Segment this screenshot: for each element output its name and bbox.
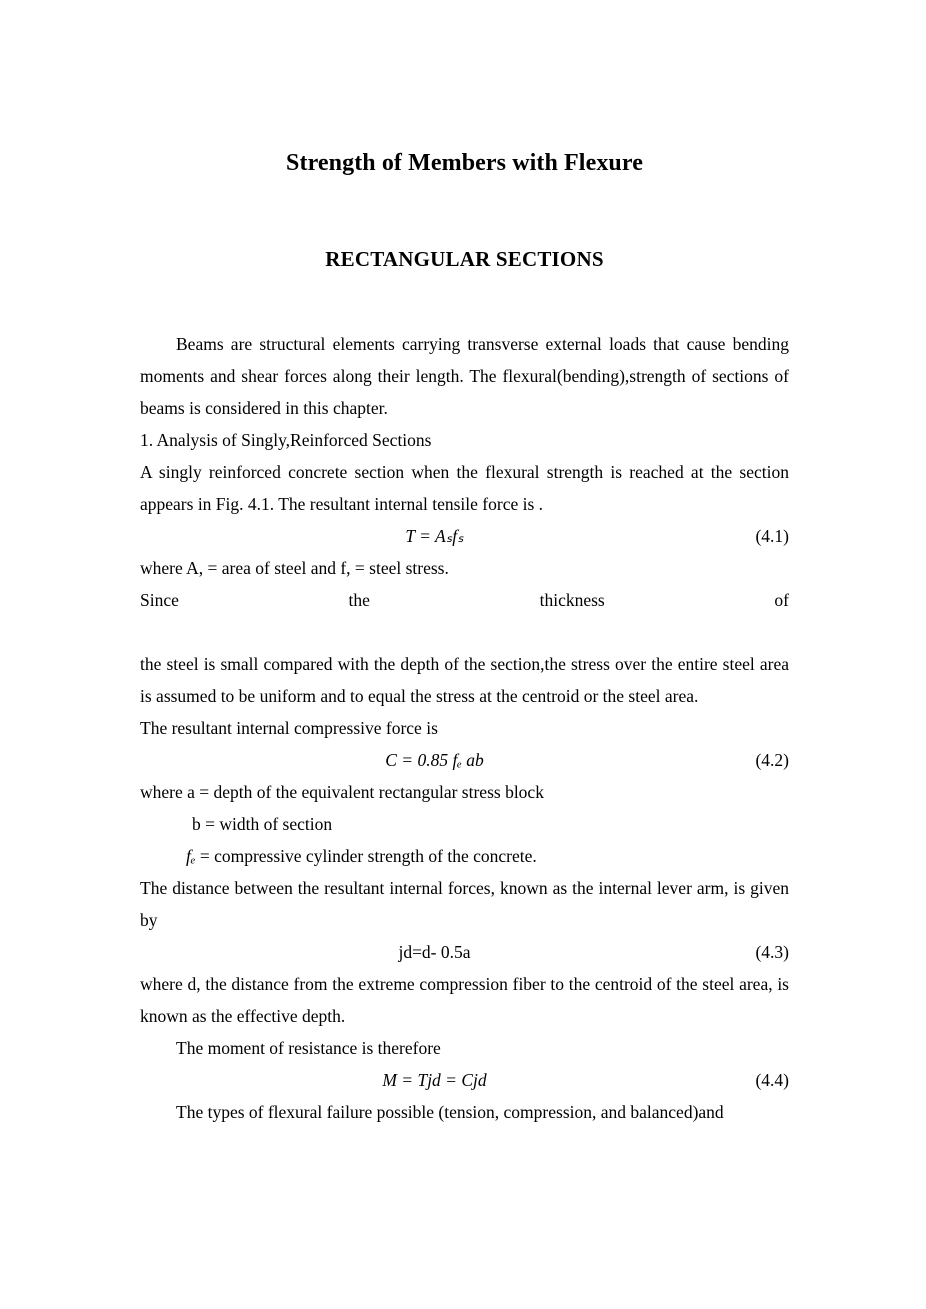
equation-4-1 (140, 520, 789, 552)
equation-4-4-number: (4.4) (755, 1070, 789, 1090)
equation-4-2-number: (4.2) (755, 750, 789, 770)
equation-4-2 (140, 744, 789, 776)
equation-4-3-number: (4.3) (755, 942, 789, 962)
paragraph-lever-arm: The distance between the resultant internal forces, known as the internal lever arm, is given by (140, 878, 789, 930)
paragraph-where-b: b = width of section (192, 814, 333, 834)
equation-4-2-body: C = 0.85 fₑ ab (385, 750, 484, 770)
symbol-fc: fₑ (186, 846, 196, 866)
paragraph-where-fc-text: = compressive cylinder strength of the concrete. (199, 846, 537, 866)
paragraph-steel-thickness: the steel is small compared with the depth of the section,the stress over the entire steel area is assumed to be uniform and to equal the stress at the centroid or the steel area. (140, 654, 789, 706)
equation-4-1-body: T = Aₛfₛ (405, 526, 464, 546)
paragraph-where-fc (140, 840, 789, 872)
paragraph-since-thickness: Since the thickness of (140, 590, 789, 610)
paragraph-where-a: where a = depth of the equivalent rectangular stress block (140, 782, 544, 802)
paragraph-moment-resistance: The moment of resistance is therefore (176, 1038, 441, 1058)
equation-4-4 (140, 1064, 789, 1096)
list-item-analysis: 1. Analysis of Singly,Reinforced Sections (140, 430, 432, 450)
paragraph-compressive-force: The resultant internal compressive force is (140, 718, 438, 738)
document-body (140, 328, 789, 1128)
paragraph-where-steel: where A, = area of steel and f, = steel stress. (140, 558, 449, 578)
section-heading: RECTANGULAR SECTIONS (325, 247, 604, 271)
paragraph-where-d: where d, the distance from the extreme compression fiber to the centroid of the steel area, is known as the effective depth. (140, 974, 789, 1026)
paragraph-singly-reinforced: A singly reinforced concrete section when the flexural strength is reached at the section appears in Fig. 4.1. The resultant internal tensile force is . (140, 462, 789, 514)
equation-4-3 (140, 936, 789, 968)
page-title: Strength of Members with Flexure (286, 150, 643, 176)
equation-4-1-number: (4.1) (755, 526, 789, 546)
equation-4-4-body: M = Tjd = Cjd (382, 1070, 487, 1090)
paragraph-failure-types: The types of flexural failure possible (tension, compression, and balanced)and (176, 1102, 724, 1122)
paragraph-intro: Beams are structural elements carrying transverse external loads that cause bending moments and shear forces along their length. The flexural(bending),strength of sections of beams is considered in this chapter. (140, 334, 789, 418)
equation-4-3-body: jd=d- 0.5a (398, 942, 471, 962)
